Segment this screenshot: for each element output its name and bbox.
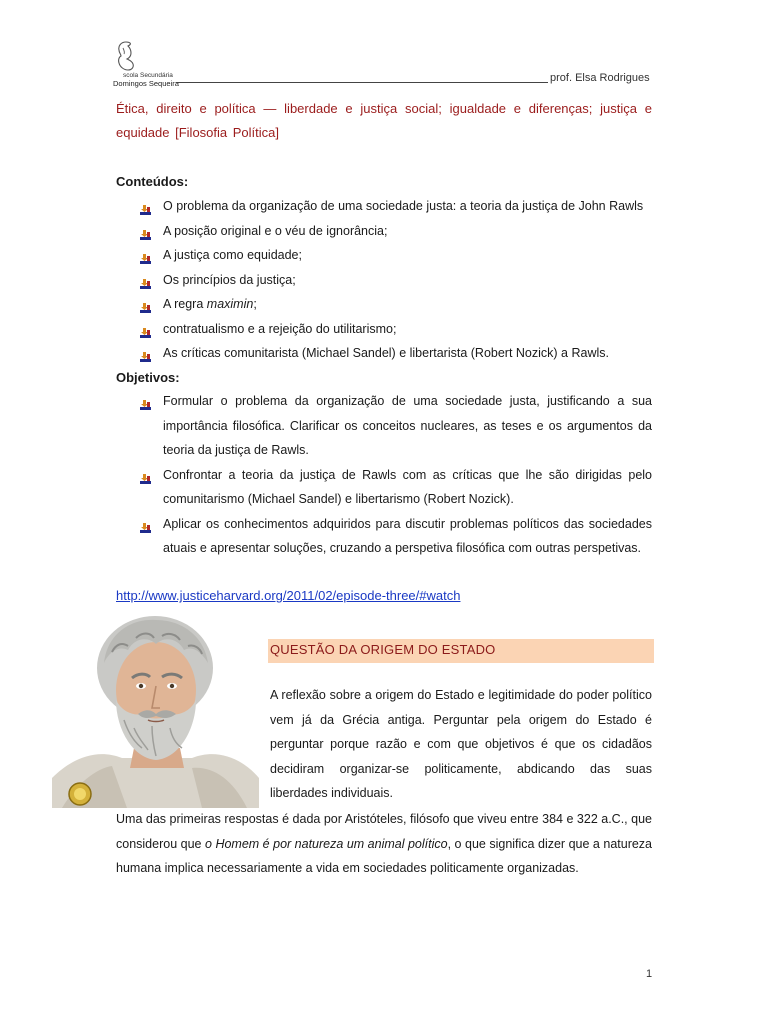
- list-item: [140, 512, 652, 561]
- list-item-text: Os princípios da justiça;: [163, 272, 296, 287]
- objetivos-list: [140, 389, 652, 561]
- maximin-term: maximin: [206, 297, 254, 311]
- header-rule: [176, 82, 548, 83]
- school-logo-icon: [115, 40, 137, 72]
- list-item: [140, 268, 652, 293]
- list-item: [140, 317, 652, 342]
- list-item-text: O problema da organização de uma sociedade justa: a teoria da justiça de John Rawls: [163, 199, 644, 213]
- arrow-bullet-icon: [140, 200, 151, 211]
- list-item-text-suffix: ;: [253, 297, 257, 311]
- list-item: [140, 463, 652, 512]
- list-item-text: A posição original e o véu de ignorância;: [163, 223, 388, 238]
- list-item: [140, 341, 652, 366]
- paragraph-text: Uma das primeiras respostas é dada por Aristóteles, filósofo que viveu entre 384 e 322 a.C., que considerou que: [116, 812, 652, 851]
- objetivos-label: Objetivos:: [116, 370, 180, 385]
- arrow-bullet-icon: [140, 225, 151, 236]
- list-item-text: A regra: [163, 297, 207, 311]
- document-title: Ética, direito e política — liberdade e justiça social; igualdade e diferenças; justiça e equidade [Filosofia Política]: [116, 101, 652, 140]
- logo-text-line2: Domingos Sequeira: [113, 79, 179, 88]
- arrow-bullet-icon: [140, 274, 151, 285]
- school-logo: [113, 40, 179, 88]
- conteudos-list: [140, 194, 652, 366]
- list-item-text: A justiça como equidade;: [163, 248, 302, 262]
- paragraph-origem-estado: A reflexão sobre a origem do Estado e legitimidade do poder político vem já da Grécia antiga. Perguntar pela origem do Estado é perguntar porque razão e com que objetivos é que os cidadãos decidiram organizar-se politicamente, abdicando das suas liberdades individuais.: [270, 688, 652, 800]
- teacher-name: prof. Elsa Rodrigues: [550, 72, 650, 84]
- page-number: 1: [646, 968, 653, 980]
- arrow-bullet-icon: [140, 249, 151, 260]
- arrow-bullet-icon: [140, 347, 151, 358]
- arrow-bullet-icon: [140, 518, 151, 529]
- conteudos-label: Conteúdos:: [116, 174, 189, 189]
- list-item-text: As críticas comunitarista (Michael Sandel) e libertarista (Robert Nozick) a Rawls.: [163, 346, 609, 360]
- arrow-bullet-icon: [140, 298, 151, 309]
- aristotle-portrait: [52, 608, 259, 808]
- arrow-bullet-icon: [140, 469, 151, 480]
- arrow-bullet-icon: [140, 323, 151, 334]
- list-item-text: Formular o problema da organização de uma sociedade justa, justificando a sua importância filosófica. Clarificar os conceitos nucleares, as teses e os argumentos da teoria da justiça de Rawls.: [163, 394, 652, 457]
- list-item: [140, 194, 652, 219]
- paragraph-aristoteles: [116, 807, 652, 881]
- justice-harvard-link[interactable]: http://www.justiceharvard.org/2011/02/episode-three/#watch: [116, 588, 461, 603]
- paragraph-quote: o Homem é por natureza um animal político: [205, 836, 448, 851]
- list-item-text: Aplicar os conhecimentos adquiridos para discutir problemas políticos das sociedades atuais e apresentar soluções, cruzando a perspetiva filosófica com outras perspetivas.: [163, 516, 652, 555]
- origem-estado-heading-text: QUESTÃO DA ORIGEM DO ESTADO: [270, 642, 496, 657]
- list-item: [140, 389, 652, 463]
- logo-text-line1: scola Secundária: [123, 72, 173, 79]
- list-item: [140, 243, 652, 268]
- aristotle-bust-image: [52, 608, 259, 808]
- list-item-text: contratualismo e a rejeição do utilitarismo;: [163, 321, 397, 336]
- list-item: [140, 292, 652, 317]
- list-item: [140, 219, 652, 244]
- paragraph-text: , o que significa dizer que a natureza humana implica necessariamente a vida em sociedades politicamente organizadas.: [116, 836, 653, 875]
- arrow-bullet-icon: [140, 395, 151, 406]
- origem-estado-heading: [268, 639, 654, 663]
- list-item-text: Confrontar a teoria da justiça de Rawls com as críticas que lhe são dirigidas pelo comunitarismo (Michael Sandel) e libertarismo (Robert Nozick).: [163, 467, 652, 506]
